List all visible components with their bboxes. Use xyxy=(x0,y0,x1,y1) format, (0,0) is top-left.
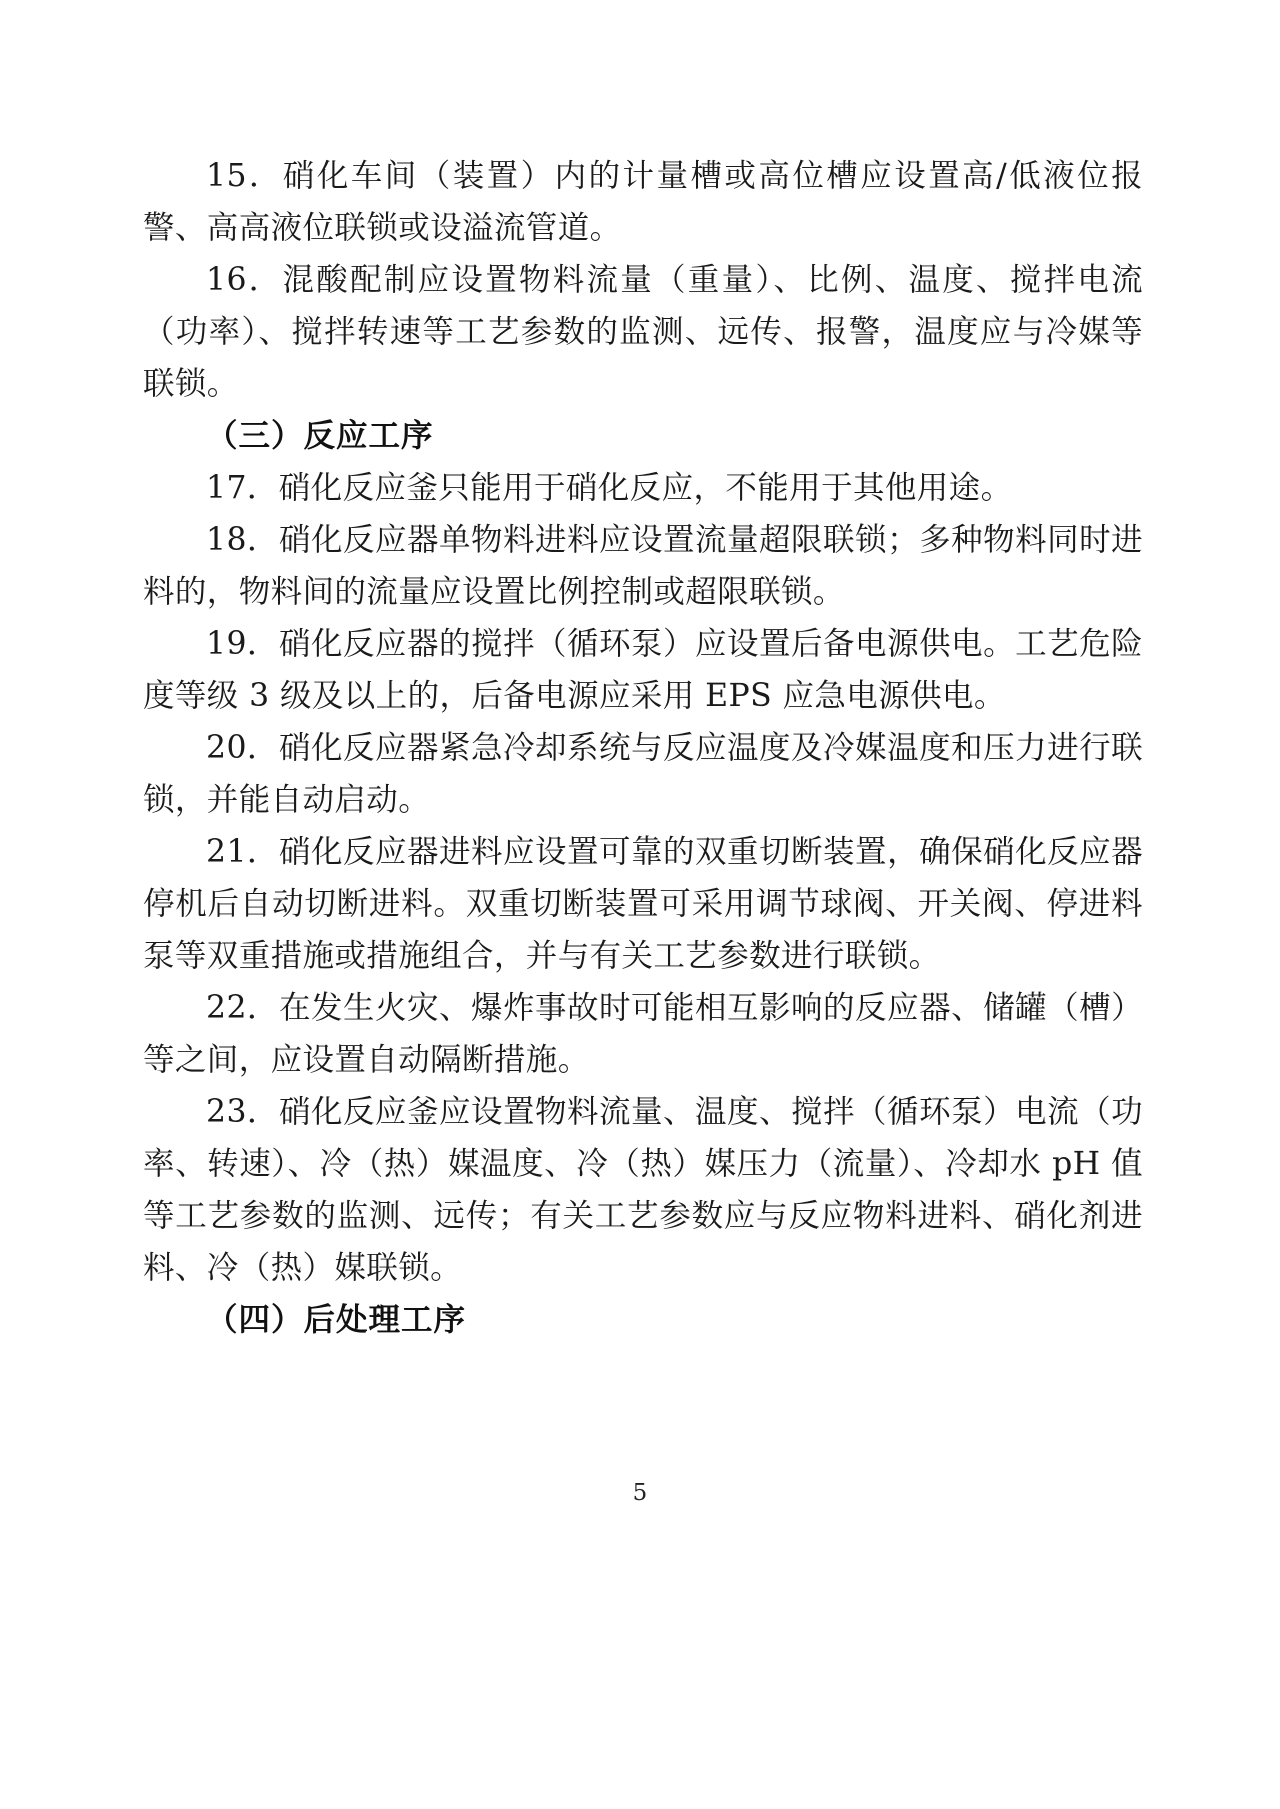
paragraph-item-20: 20．硝化反应器紧急冷却系统与反应温度及冷媒温度和压力进行联锁，并能自动启动。 xyxy=(143,730,1143,818)
section-heading-three: （三）反应工序 xyxy=(206,417,434,454)
paragraph-item-15: 15．硝化车间（装置）内的计量槽或高位槽应设置高/低液位报警、高高液位联锁或设溢流管道。 xyxy=(143,158,1143,246)
paragraph-item-21: 21．硝化反应器进料应设置可靠的双重切断装置，确保硝化反应器停机后自动切断进料。双重切断装置可采用调节球阀、开关阀、停进料泵等双重措施或措施组合，并与有关工艺参数进行联锁。 xyxy=(143,834,1143,974)
document-body xyxy=(143,150,1143,1346)
paragraph-item-18: 18．硝化反应器单物料进料应设置流量超限联锁；多种物料同时进料的，物料间的流量应设置比例控制或超限联锁。 xyxy=(143,522,1143,610)
paragraph-item-17: 17．硝化反应釜只能用于硝化反应，不能用于其他用途。 xyxy=(206,470,1013,506)
page-number: 5 xyxy=(632,1480,648,1506)
paragraph-item-23: 23．硝化反应釜应设置物料流量、温度、搅拌（循环泵）电流（功率、转速）、冷（热）媒温度、冷（热）媒压力（流量）、冷却水 pH 值等工艺参数的监测、远传；有关工艺参数应与反应物料进料、硝化剂进料、冷（热）媒联锁。 xyxy=(143,1094,1143,1286)
paragraph-item-19: 19．硝化反应器的搅拌（循环泵）应设置后备电源供电。工艺危险度等级 3 级及以上的，后备电源应采用 EPS 应急电源供电。 xyxy=(143,626,1143,714)
paragraph-item-16: 16．混酸配制应设置物料流量（重量）、比例、温度、搅拌电流（功率）、搅拌转速等工艺参数的监测、远传、报警，温度应与冷媒等联锁。 xyxy=(143,262,1143,402)
paragraph-item-22: 22．在发生火灾、爆炸事故时可能相互影响的反应器、储罐（槽）等之间，应设置自动隔断措施。 xyxy=(143,990,1143,1078)
section-heading-four: （四）后处理工序 xyxy=(206,1301,467,1338)
